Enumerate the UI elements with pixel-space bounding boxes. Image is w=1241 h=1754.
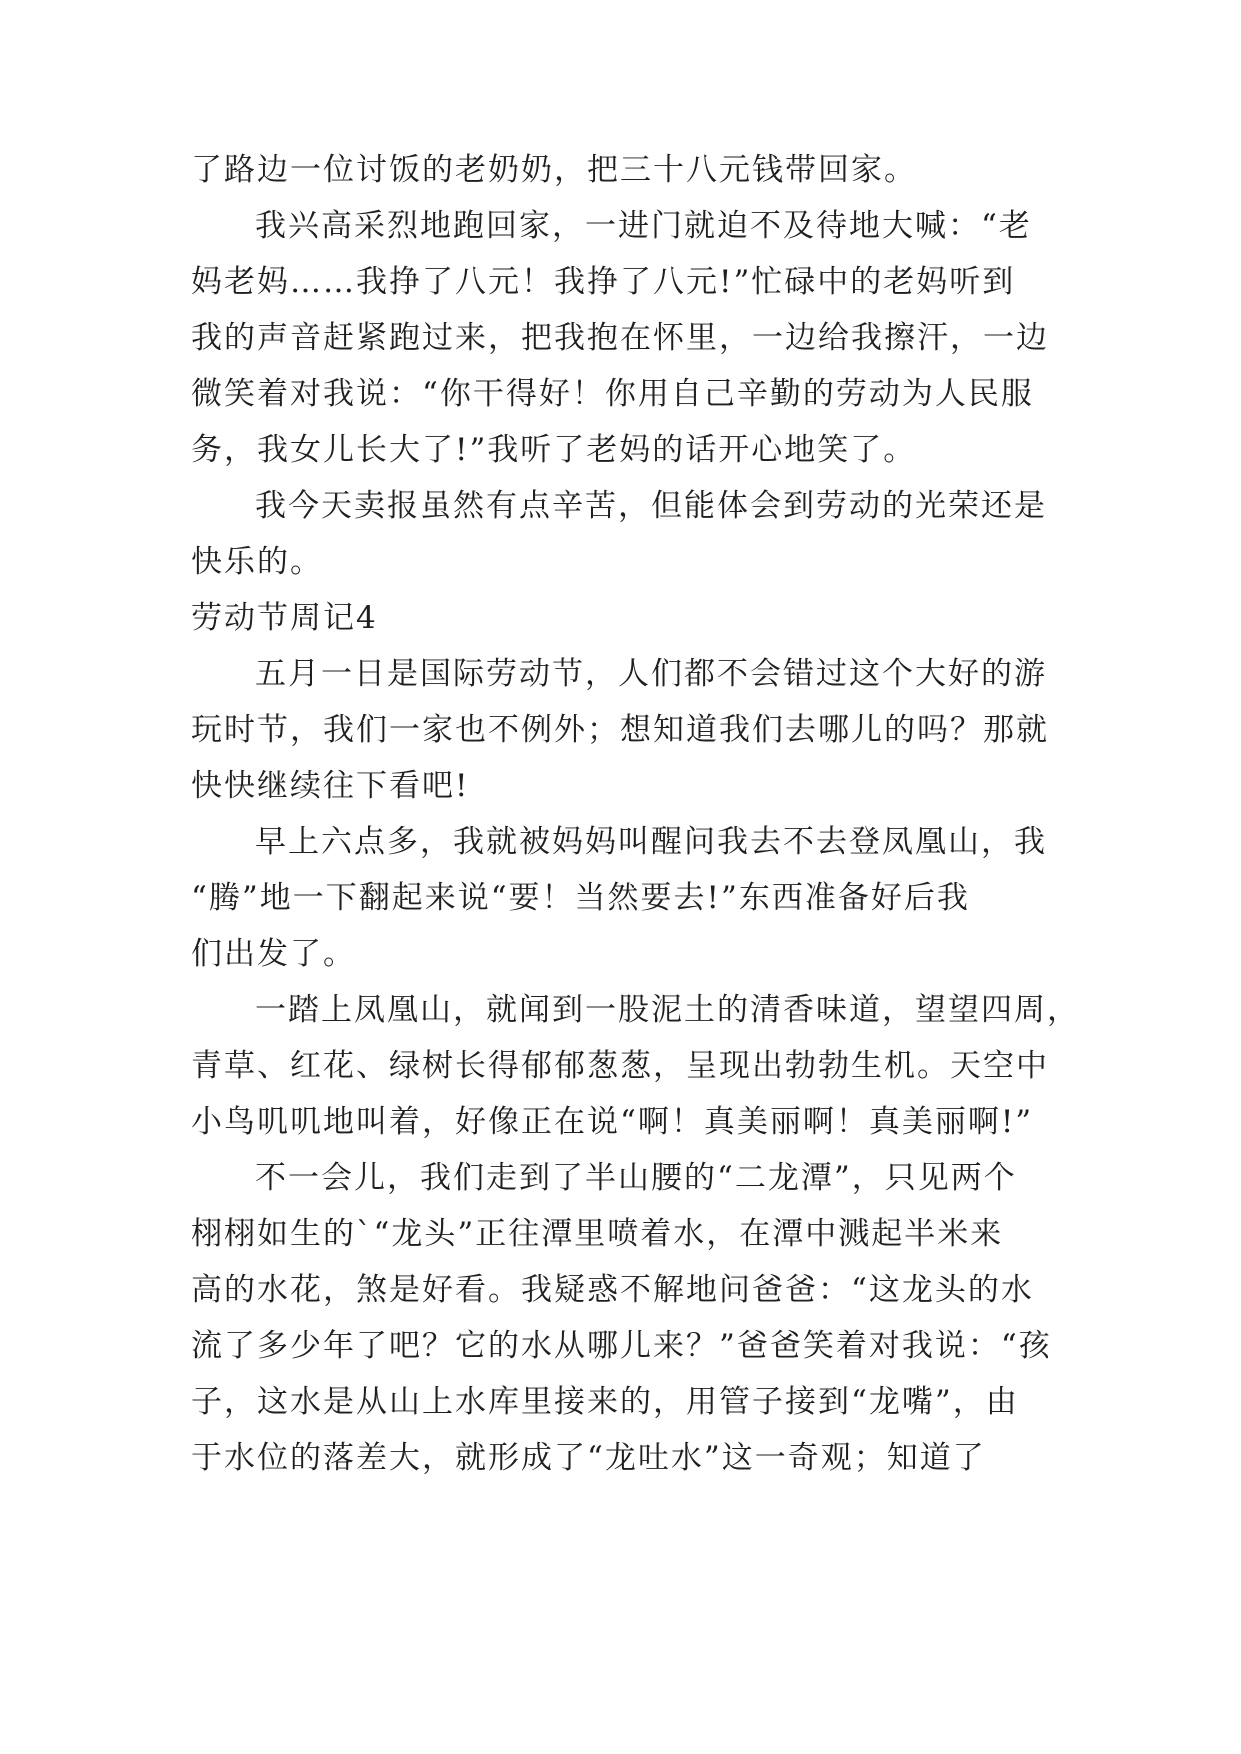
text-line: 我的声音赶紧跑过来，把我抱在怀里，一边给我擦汗，一边	[191, 320, 1049, 356]
text-line: 青草、红花、绿树长得郁郁葱葱，呈现出勃勃生机。天空中	[191, 1048, 1049, 1084]
paragraph-start-line: 一踏上凤凰山，就闻到一股泥土的清香味道，望望四周，	[255, 992, 1080, 1028]
text-line: 务，我女儿长大了!”我听了老妈的话开心地笑了。	[191, 432, 917, 468]
text-line: 小鸟叽叽地叫着，好像正在说“啊！真美丽啊！真美丽啊!”	[191, 1104, 1034, 1140]
text-line: 栩栩如生的`“龙头”正往潭里喷着水，在潭中溅起半米来	[191, 1216, 1004, 1252]
text-line: “腾”地一下翻起来说“要！当然要去!”东西准备好后我	[191, 880, 970, 916]
text-line: 快乐的。	[191, 544, 323, 580]
text-line: 流了多少年了吧？它的水从哪儿来？”爸爸笑着对我说：“孩	[191, 1328, 1052, 1364]
text-line: 微笑着对我说：“你干得好！你用自己辛勤的劳动为人民服	[191, 376, 1034, 412]
paragraph-start-line: 我兴高采烈地跑回家，一进门就迫不及待地大喊：“老	[255, 208, 1032, 244]
section-heading: 劳动节周记4	[191, 600, 378, 636]
text-line: 们出发了。	[191, 936, 356, 972]
paragraph-start-line: 我今天卖报虽然有点辛苦，但能体会到劳动的光荣还是	[255, 488, 1047, 524]
text-line: 妈老妈……我挣了八元！我挣了八元!”忙碌中的老妈听到	[191, 264, 1016, 300]
text-line: 玩时节，我们一家也不例外；想知道我们去哪儿的吗？那就	[191, 712, 1049, 748]
text-line: 快快继续往下看吧!	[191, 768, 470, 804]
paragraph-start-line: 早上六点多，我就被妈妈叫醒问我去不去登凤凰山，我	[255, 824, 1047, 860]
text-line: 于水位的落差大，就形成了“龙吐水”这一奇观；知道了	[191, 1440, 986, 1476]
text-line: 了路边一位讨饭的老奶奶，把三十八元钱带回家。	[191, 152, 917, 188]
paragraph-start-line: 不一会儿，我们走到了半山腰的“二龙潭”，只见两个	[255, 1160, 1017, 1196]
paragraph-start-line: 五月一日是国际劳动节，人们都不会错过这个大好的游	[255, 656, 1047, 692]
text-line: 高的水花，煞是好看。我疑惑不解地问爸爸：“这龙头的水	[191, 1272, 1034, 1308]
text-line: 子，这水是从山上水库里接来的，用管子接到“龙嘴”，由	[191, 1384, 1019, 1420]
